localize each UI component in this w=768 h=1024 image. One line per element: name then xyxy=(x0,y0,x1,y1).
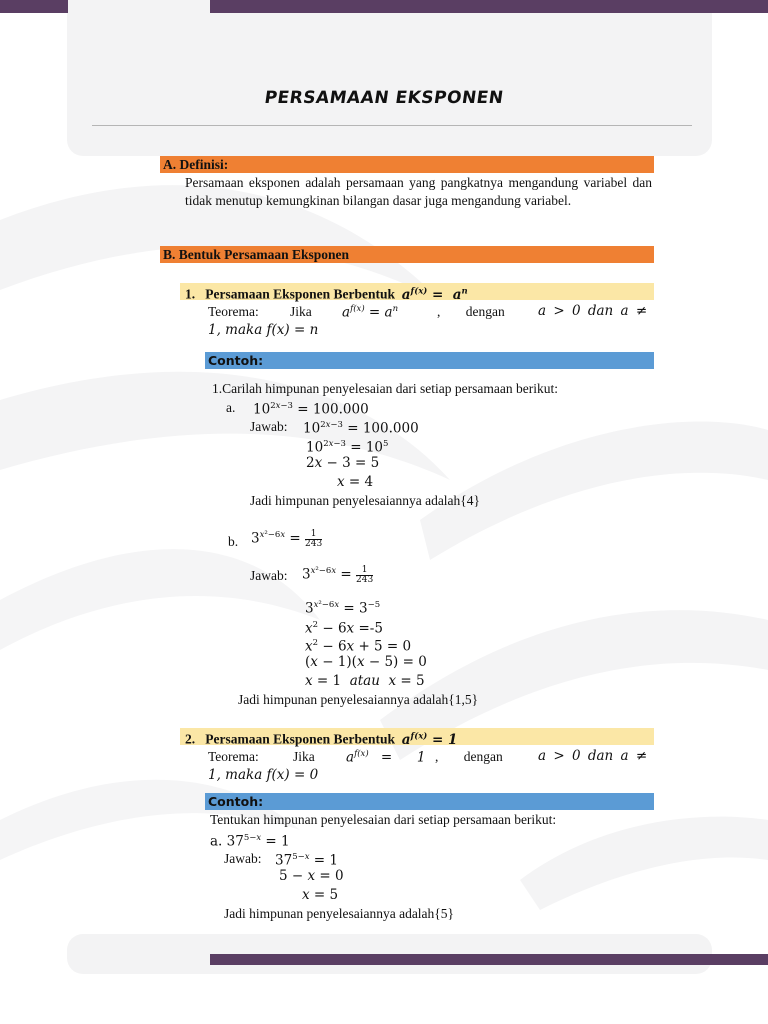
item1-example-b-jawab-label: Jawab: xyxy=(250,568,288,583)
item2-example-intro: Tentukan himpunan penyelesaian dari setiap persamaan berikut: xyxy=(210,812,557,827)
item2-example-a-expr: a. $37^{5-x} = 1$ xyxy=(210,833,290,850)
item1-example-a-step1: $10^{2x-3} = 10^5$ xyxy=(306,439,389,456)
item1-teorema-dengan: , dengan xyxy=(437,304,505,319)
item1-example-b-jawab-expr: $3^{x^2-6x}$ = $\frac{1}{243}$ xyxy=(302,564,374,585)
item1-example-a-step2: 2x − 3 = 5 xyxy=(306,455,380,471)
item2-teorema-line2: 1, maka f(x) = 0 xyxy=(208,767,319,783)
item1-teorema-cond: a > 0 dan a ≠ xyxy=(538,303,648,319)
item1-example-intro: 1.Carilah himpunan penyelesaian dari setiap persamaan berikut: xyxy=(212,381,559,396)
item2-heading xyxy=(180,728,654,748)
item1-example-a-label: a. xyxy=(226,400,236,415)
item2-example-a-jawab-label: Jawab: xyxy=(224,851,262,866)
item2-example-a-jawab-expr: $37^{5-x} = 1$ xyxy=(275,852,338,869)
item1-example-b-step3: $x^2 - 6x + 5 = 0$ xyxy=(305,638,412,655)
item2-example-a-result: Jadi himpunan penyelesaiannya adalah{5} xyxy=(224,906,455,921)
item1-title-math: $a^{f(x)} = a^n$ xyxy=(401,286,468,303)
item2-teorema-label: Teorema: xyxy=(208,749,259,764)
item1-example-b-step1: $3^{x^2-6x} = 3^{-5}$ xyxy=(305,600,381,617)
item1-example-b-label: b. xyxy=(228,534,239,549)
item2-number: 2. xyxy=(185,731,196,747)
item1-example-b-step4: (x − 1)(x − 5) = 0 xyxy=(305,654,427,670)
item1-example-a-jawab-expr: $10^{2x-3} = 100.000$ xyxy=(303,420,419,437)
item1-teorema-line2: 1, maka f(x) = n xyxy=(208,322,319,338)
item1-teorema-label: Teorema: xyxy=(208,304,259,319)
item2-teorema-cond: a > 0 dan a ≠ xyxy=(538,748,648,764)
item1-example-a-result: Jadi himpunan penyelesaiannya adalah{4} xyxy=(250,493,481,508)
page-title: PERSAMAAN EKSPONEN xyxy=(263,88,505,108)
item1-teorema-expr: $a^{f(x)} = a^n$ xyxy=(342,304,399,321)
section-a-heading: A. Definisi: xyxy=(160,156,654,173)
item1-teorema-jika: Jika xyxy=(290,304,312,319)
item2-title: Persamaan Eksponen Berbentuk xyxy=(205,731,396,747)
item1-example-a-expr: $10^{2x-3} = 100.000$ xyxy=(253,401,369,418)
item2-teorema-expr: $a^{f(x)} = 1$ xyxy=(346,749,426,766)
section-b-heading: B. Bentuk Persamaan Eksponen xyxy=(160,246,654,263)
item1-example-b-expr: $3^{x^2-6x}$ = $\frac{1}{243}$ xyxy=(251,528,323,549)
item2-teorema-dengan: , dengan xyxy=(435,749,503,764)
item2-contoh-heading: Contoh: xyxy=(205,793,654,810)
item1-example-b-step5: x = 1 atau x = 5 xyxy=(305,673,425,689)
item2-example-a-step2: x = 5 xyxy=(302,887,339,903)
item1-example-b-result: Jadi himpunan penyelesaiannya adalah{1,5} xyxy=(238,692,479,707)
item1-number: 1. xyxy=(185,286,196,302)
item2-title-math: $a^{f(x)} = 1$ xyxy=(401,731,458,748)
item1-contoh-heading: Contoh: xyxy=(205,352,654,369)
item1-example-b-step2: $x^2 - 6x =-5$ xyxy=(305,620,383,637)
section-a-definition: Persamaan eksponen adalah persamaan yang pangkatnya mengandung variabel dan tidak menutup kemungkinan bilangan dasar juga mengandung variabel. xyxy=(185,175,652,208)
item1-example-a-step3: x = 4 xyxy=(337,474,374,490)
item1-example-a-jawab-label: Jawab: xyxy=(250,419,288,434)
item1-heading xyxy=(180,283,654,303)
item1-title: Persamaan Eksponen Berbentuk xyxy=(205,286,396,302)
item2-example-a-step1: 5 − x = 0 xyxy=(279,868,344,884)
item2-teorema-jika: Jika xyxy=(293,749,315,764)
